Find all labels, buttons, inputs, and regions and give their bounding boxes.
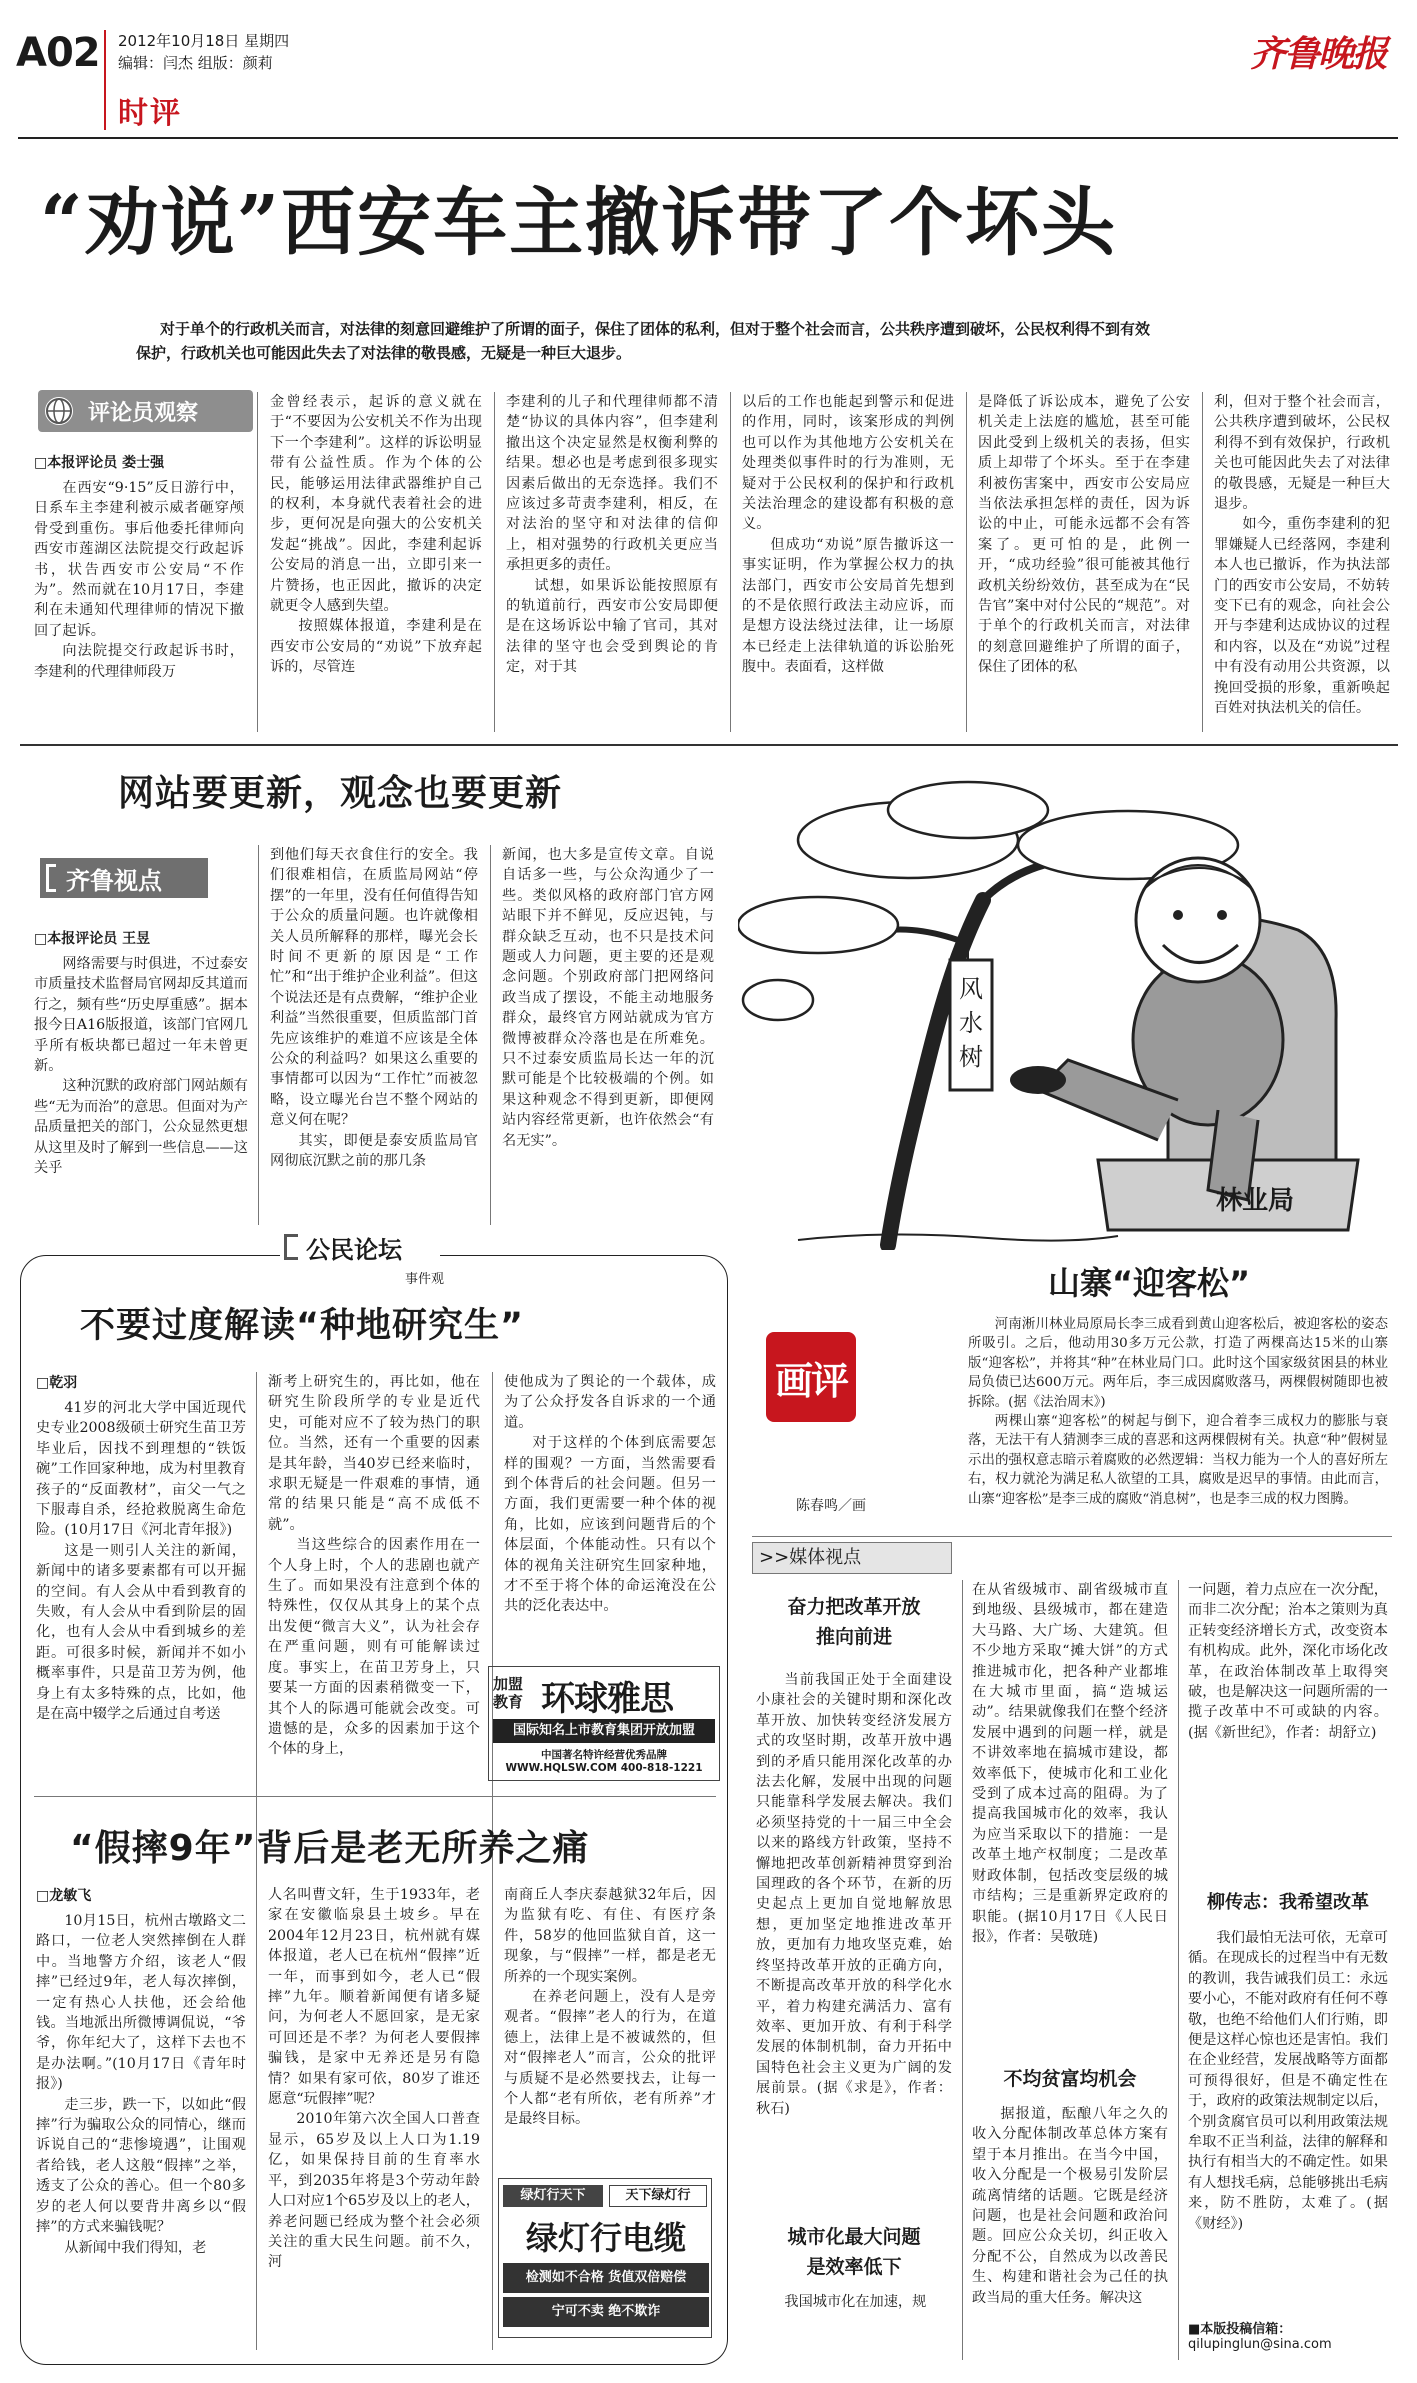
page-editors: 编辑：闫杰 组版：颜莉 [118, 54, 273, 72]
cartoon-title: 山寨“迎客松” [1048, 1264, 1251, 1302]
paragraph: 2010年第六次全国人口普查显示，65岁及以上人口为1.19亿，如果保持目前的生育率水平，到2035年将是3个劳动年龄人口对应1个65岁及以上的老人，养老问题已经成为整个社会必须关注的重大民生问题。前不久，河 [268, 2111, 480, 2271]
page-number: A02 [16, 30, 100, 76]
forum-a2-col-3 [504, 1885, 716, 2175]
column-rule [257, 392, 258, 732]
section-name: 时评 [118, 96, 182, 131]
column-rule [490, 845, 491, 1225]
forum-tag [280, 1230, 440, 1264]
media-m3-headline: 不均贫富均机会 [1003, 2068, 1137, 2090]
masthead-divider [104, 30, 106, 130]
column-rule [258, 845, 259, 1225]
paragraph: 当这些综合的因素作用在一个人身上时，个人的悲剧也就产生了。而如果没有注意到个体的特殊性，仅仅从其身上的某个点出发便“微言大义”，认为社会存在严重问题，则有可能解读过度。事实上，在苗卫芳身上，只要某一方面的因素稍微变一下，其个人的际遇可能就会改变。可遗憾的是，众多的因素加于这个个体的身上， [268, 1537, 480, 1758]
lead-col-1 [34, 452, 244, 742]
media-col-2 [972, 1580, 1168, 2040]
column-rule [966, 392, 967, 732]
ad-cable-slogan-1: 检测如不合格 货值双倍赔偿 [503, 2263, 709, 2293]
paragraph: 使他成为了舆论的一个载体，成为了公众抒发各自诉求的一个通道。 [504, 1374, 716, 1431]
paragraph: 河南淅川林业局原局长李三成看到黄山迎客松后，被迎客松的姿态所吸引。之后，他动用30多万元公款，打造了两棵高达15米的山寨版“迎客松”，并将其“种”在林业局门口。此时这个国家级贫困县的林业局负债已达600万元。两年后，李三成因腐败落马，两棵假树随即也被拆除。(据《法治周末》) [968, 1317, 1388, 1410]
column-tag-qilu [40, 858, 208, 898]
paper-logo: 齐鲁晚报 [1250, 33, 1387, 75]
paragraph: 按照媒体报道，李建利是在西安市公安局的“劝说”下放弃起诉的，尽管连 [270, 618, 482, 676]
media-col-1 [756, 1670, 952, 2220]
media-m4-headline: 柳传志：我希望改革 [1207, 1892, 1369, 1913]
lead-col-2 [270, 392, 482, 732]
forum-tag-sub: 事件观 [405, 1272, 445, 1287]
media-tag: >>媒体视点 [752, 1542, 952, 1574]
web-byline: □本报评论员 王昱 [34, 931, 151, 947]
bracket-icon [46, 864, 56, 892]
paragraph: 在养老问题上，没有人是旁观者。“假摔”老人的行为，在道德上，法律上是不被诚然的，但对“假摔老人”而言，公众的批评与质疑不是必然要找去，让每一个人都“老有所依，老有所养”才是最终目标。 [504, 1989, 716, 2128]
paragraph: 一问题，着力点应在一次分配，而非二次分配；治本之策则为真正转变经济增长方式，改变资本有机构成。此外，深化市场化改革，在政治体制改革上取得突破，也是解决这一问题所需的一揽子改革中不可或缺的内容。(据《新世纪》，作者：胡舒立) [1188, 1582, 1388, 1741]
section-rule [752, 1536, 1392, 1537]
lead-deck-2: 保护，行政机关也可能因此失去了对法律的敬畏感，无疑是一种巨大退步。 [136, 344, 632, 362]
ad-cable-brand: 绿灯行电缆 [525, 2219, 686, 2257]
lead-col-3 [506, 392, 718, 732]
column-rule [492, 1885, 493, 2350]
paragraph: 李建利的儿子和代理律师都不清楚“协议的具体内容”，但李建利撤出这个决定显然是权衡利弊的结果。想必也是考虑到很多现实因素后做出的无奈选择。我们不应该过多苛责李建利，相反，在对法治的坚守和对法律的信仰上，相对强势的行政机关更应当承担更多的责任。 [506, 394, 718, 574]
paragraph: 试想，如果诉讼能按照原有的轨道前行，西安市公安局即便是在这场诉讼中输了官司，其对法律的坚守也会受到舆论的肯定，对于其 [506, 577, 718, 676]
ad-brand: 环球雅思 [541, 1679, 673, 1719]
masthead-rule [18, 137, 1398, 139]
paragraph: 新闻，也大多是宣传文章。自说自话多一些，与公众沟通少了一些。类似风格的政府部门官方网站眼下并不鲜见，反应迟钝，与群众缺乏互动，也不只是技术问题或人力问题，更主要的还是观念问题。个别政府部门把网络问政当成了摆设，不能主动地服务群众，最终官方网站就成为官方微博被群众冷落也是在所难免。只不过泰安质监局长达一年的沉默可能是个比较极端的个例。如果这种观念不得到更新，即便网站内容经常更新，也许依然会“有名无实”。 [502, 847, 714, 1149]
web-col-3 [502, 845, 714, 1225]
paragraph: 渐考上研究生的，再比如，他在研究生阶段所学的专业是近代史，可能对应不了较为热门的职位。当然，还有一个重要的因素是其年龄，当40岁已经来临时，求职无疑是一件艰难的事情，通常的结果只能是“高不成低不就”。 [268, 1374, 480, 1533]
paragraph: 据报道，酝酿八年之久的收入分配体制改革总体方案有望于本月推出。在当今中国，收入分配是一个极易引发阶层疏离情绪的话题。它既是经济问题，也是社会问题和政治问题。回应公众关切，纠正收入分配不公，自然成为以改善民生、构建和谐社会为己任的执政当局的重大任务。解决这 [972, 2106, 1168, 2306]
lead-deck-1: 对于单个的行政机关而言，对法律的刻意回避维护了所谓的面子，保住了团体的私利，但对于整个社会而言，公共秩序遭到破坏，公民权利得不到有效 [160, 320, 1151, 338]
mailbox [1188, 2318, 1388, 2352]
paragraph: 我们最怕无法可依，无章可循。在现成长的过程当中有无数的教训，我告诫我们员工：永远要小心，不能对政府有任何不尊敬，也绝不给他们人们行贿，即便是这样心惊也还是害怕。我们在企业经营，发展战略等方面都可预得很好，但是不确定性在于，政府的政策法规制定以后，个别贪腐官员可以利用政策法规牟取不正当利益，法律的解释和执行有相当大的不确定性。如果有人想找毛病，总能够挑出毛病来，防不胜防，太难了。(据《财经》) [1188, 1930, 1388, 2232]
column-tag-label: 齐鲁视点 [66, 866, 162, 895]
paragraph: 当前我国正处于全面建设小康社会的关键时期和深化改革开放、加快转变经济发展方式的攻坚时期，改革开放中遇到的矛盾只能用深化改革的办法去化解，发展中出现的问题只能靠科学发展去解决。我们必须坚持党的十一届三中全会以来的路线方针政策，坚持不懈地把改革创新精神贯穿到治国理政的各个环节，在新的历史起点上更加自觉地解放思想，更加坚定地推进改革开放，更加有力地攻坚克难，始终坚持改革开放的正确方向，不断提高改革开放的科学化水平，着力构建充满活力、富有效率、更加开放、有利于科学发展的体制机制，奋力开拓中国特色社会主义更为广阔的发展前景。(据《求是》，作者：秋石) [756, 1672, 952, 2117]
web-col-2 [270, 845, 478, 1225]
bracket-icon [284, 1234, 298, 1260]
ad-slogan: 国际知名上市教育集团开放加盟 [493, 1719, 715, 1743]
web-headline: 网站要更新，观念也要更新 [118, 773, 563, 814]
ad-cable[interactable] [498, 2178, 712, 2338]
paragraph: 两棵山寨“迎客松”的树起与倒下，迎合着李三成权力的膨胀与衰落，无法干有人猜测李三成的喜恶和这两棵假树有关。执意“种”假树显示出的强权意志暗示着腐败的必然逻辑：当权力能为一个人的喜好所左右，权力就沦为满足私人欲望的工具，腐败是迟早的事情。由此而言，山寨“迎客松”是李三成的腐败“消息树”，也是李三成的权力图腾。 [968, 1414, 1388, 1507]
paragraph: 南商丘人李庆泰越狱32年后，因为监狱有吃、有住、有医疗条件，58岁的他回监狱自首，这一现象，与“假摔”一样，都是老无所养的一个现实案例。 [504, 1887, 716, 1985]
ad-url: 中国著名特许经营优秀品牌 WWW.HQLSW.COM 400-818-1221 [505, 1749, 703, 1774]
cartoon-stamp [766, 1332, 856, 1422]
ad-cable-slogan-2: 宁可不卖 绝不欺诈 [503, 2297, 709, 2327]
paragraph: 网络需要与时俱进，不过泰安市质量技术监督局官网却反其道而行之，频有些“历史厚重感”。据本报今日A16版报道，该部门官网几乎所有板块都已超过一年未曾更新。 [34, 956, 248, 1075]
lead-headline: “劝说”西安车主撤诉带了个坏头 [40, 180, 1118, 266]
section-rule [20, 744, 1398, 746]
paragraph: 是降低了诉讼成本，避免了公安机关走上法庭的尴尬，甚至可能因此受到上级机关的表扬，但实质上却带了个坏头。至于在李建利被伤害案中，西安市公安局应当依法承担怎样的责任，因为诉讼的中止，可能永远都不会有答案了。更可怕的是，此例一开，“成功经验”很可能被其他行政机关纷纷效仿，甚至成为在“民告官”案中对付公民的“规范”。对于单个的行政机关而言，对法律的刻意回避维护了所谓的面子，保住了团体的私 [978, 394, 1190, 676]
media-col-3b [1188, 1928, 1388, 2314]
page-date: 2012年10月18日 星期四 [118, 32, 290, 50]
forum-a1-headline: 不要过度解读“种地研究生” [80, 1306, 525, 1346]
ad-tag-2: 教育 [493, 1693, 524, 1711]
paragraph: 人名叫曹文轩，生于1933年，老家在安徽临泉县土坡乡。早在2004年12月23日，杭州就有媒体报道，老人已在杭州“假摔”近一年，而事到如今，老人已“假摔”九年。顺着新闻便有诸多疑问，为何老人不愿回家，是无家可回还是不孝？为何老人要假摔骗钱，是家中无养还是另有隐情？如果有家可依，80岁了谁还愿意“玩假摔”呢？ [268, 1887, 480, 2108]
column-rule [1202, 392, 1203, 732]
paragraph: 在从省级城市、副省级城市直到地级、县级城市，都在建造大马路、大广场、大建筑。但不少地方采取“摊大饼”的方式推进城市化，把各种产业都堆在大城市里面，搞“造城运动”。结果就像我们在整个经济发展中遇到的问题一样，就是不讲效率地在搞城市建设，都效率低下，使城市化和工业化受到了成本过高的阻碍。为了提高我国城市化的效率，我认为应当采取以下的措施：一是改革土地产权制度；二是改革财政体制，包括改变层级的城市结构；三是重新界定政府的职能。(据10月17日《人民日报》，作者：吴敬琏) [972, 1582, 1168, 1945]
paragraph: 10月15日，杭州古墩路文二路口，一位老人突然摔倒在人群中。当地警方介绍，该老人“假摔”已经过9年，老人每次摔倒，一定有热心人扶他，还会给他钱。当地派出所微博调侃说，“爷爷，你年纪大了，这样下去也不是办法啊。”(10月17日《青年时报》) [36, 1913, 246, 2093]
cartoon-commentary [968, 1315, 1388, 1525]
media-m2-headline [756, 2222, 952, 2282]
forum-a2-byline: □龙敏飞 [36, 1888, 92, 1904]
paragraph: 41岁的河北大学中国近现代史专业2008级硕士研究生苗卫芳毕业后，因找不到理想的“铁饭碗”工作回家种地，成为村里教育孩子的“反面教材”，亩父一气之下服毒自杀，经抢救脱离生命危险。(10月17日《河北青年报》) [36, 1400, 246, 1539]
ad-tag-1: 加盟 [493, 1675, 524, 1693]
ad-ielts[interactable] [488, 1666, 720, 1781]
paragraph: 走三步，跌一下，以如此“假摔”行为骗取公众的同情心，继而诉说自己的“悲惨境遇”，让围观者给钱，老人这般“假摔”之举，透支了公众的善心。但一个80多岁的老人何以要背井离乡以“假摔”的方式来骗钱呢？ [36, 2096, 246, 2236]
paragraph: 我国城市化在加速，规 [784, 2294, 927, 2310]
media-col-2b [972, 2104, 1168, 2354]
column-rule [256, 1885, 257, 2350]
forum-a1-col-3 [504, 1372, 716, 1662]
forum-a2-col-2 [268, 1885, 480, 2350]
paragraph: 对于这样的个体到底需要怎样的围观？一方面，当然需要看到个体背后的社会问题。但另一方面，我们更需要一种个体的视角，比如，应该到问题背后的个体层面，个体能动性。只有以个体的视角关注研究生回家种地，才不至于将个体的命运淹没在公共的泛化表达中。 [504, 1435, 716, 1615]
forum-tag-label: 公民论坛 [306, 1235, 402, 1264]
paragraph: 金曾经表示，起诉的意义就在于“不要因为公安机关不作为出现下一个李建利”。这样的诉讼明显带有公益性质。作为个体的公民，能够运用法律武器维护自己的权利，本身就代表着社会的进步，更何况是向强大的公安机关发起“挑战”。因此，李建利起诉公安局的消息一出，立即引来一片赞扬，也正因此，撤诉的决定就更令人感到失望。 [270, 394, 482, 615]
lead-col-6 [1214, 392, 1390, 732]
column-tag-label: 评论员观察 [88, 400, 199, 426]
ad-cable-tab-2: 天下绿灯行 [609, 2185, 707, 2207]
media-m1-headline [756, 1592, 952, 1652]
headline-line: 是效率低下 [806, 2256, 902, 2278]
column-rule [730, 392, 731, 732]
ad-tag [493, 1675, 539, 1711]
cartoon-stamp-text: 画评 [774, 1357, 847, 1403]
ad-cable-tab-1: 绿灯行天下 [503, 2185, 603, 2207]
headline-line: 奋力把改革开放 [787, 1596, 921, 1618]
cartoon-illustration [738, 760, 1378, 1250]
paragraph: 向法院提交行政起诉书时，李建利的代理律师段万 [34, 643, 244, 680]
paragraph: 其实，即便是泰安质监局官网彻底沉默之前的那几条 [270, 1132, 478, 1170]
paragraph: 利，但对于整个社会而言，公共秩序遭到破坏，公民权利得不到有效保护，行政机关也可能因此失去了对法律的敬畏感，无疑是一种巨大退步。 [1214, 394, 1390, 513]
mailbox-label: ■本版投稿信箱： [1188, 2322, 1292, 2337]
paragraph: 以后的工作也能起到警示和促进的作用，同时，该案形成的判例也可以作为其他地方公安机关在处理类似事件时的行为准则，无疑对于公民权利的保护和行政机关法治理念的建设都有积极的意义。 [742, 394, 954, 533]
column-rule [1178, 1580, 1179, 2360]
headline-line: 推向前进 [815, 1626, 892, 1648]
lead-byline: □本报评论员 娄士强 [34, 455, 165, 471]
lead-col-4 [742, 392, 954, 732]
globe-icon [42, 394, 76, 428]
lead-col-5 [978, 392, 1190, 732]
column-rule [962, 1580, 963, 2360]
column-tag-commentator [38, 390, 253, 432]
forum-a2-headline: “假摔9年”背后是老无所养之痛 [70, 1828, 590, 1869]
paragraph: 这种沉默的政府部门网站颇有些“无为而治”的意思。但面对为产品质量把关的部门，公众显然更想从这里及时了解到一些信息——这关乎 [34, 1078, 248, 1177]
cartoon-seat-label: 林业局 [1216, 1186, 1295, 1216]
mailbox-email[interactable]: qilupinglun@sina.com [1188, 2337, 1332, 2352]
media-col-3 [1188, 1580, 1388, 1880]
paragraph: 到他们每天衣食住行的安全。我们很难相信，在质监局网站“停摆”的一年里，没有任何值得告知于公众的质量问题。也许就像相关人员所解释的那样，曝光会长时间不更新的原因是“工作忙”和“出于维护企业利益”。但这个说法还是有点费解，“维护企业利益”当然很重要，但质监部门首先应该维护的难道不应该是全体公众的利益吗？如果这么重要的事情都可以因为“工作忙”而被忽略，设立曝光台岂不整个网站的意义何在呢？ [270, 847, 478, 1129]
headline-line: 城市化最大问题 [787, 2226, 921, 2248]
forum-a1-byline: □乾羽 [36, 1375, 78, 1391]
cartoon-credit: 陈春鸣／画 [796, 1498, 866, 1514]
paragraph: 这是一则引人关注的新闻，新闻中的诸多要素都有可以开掘的空间。有人会从中看到教育的失败，有人会从中看到阶层的固化，也有人会从中看到城乡的差距。可很多时候，新闻并不如小概率事件，只是苗卫芳为例，他身上有太多特殊的点，比如，他是在高中辍学之后通过自考送 [36, 1542, 246, 1723]
media-col-1b [756, 2292, 952, 2352]
paragraph: 在西安“9·15”反日游行中，日系车主李建利被示威者砸穿颅骨受到重伤。事后他委托律师向西安市莲湖区法院提交行政起诉书，状告西安市公安局“不作为”。然而就在10月17日，李建利在未通知代理律师的情况下撤回了起诉。 [34, 480, 244, 639]
forum-divider [34, 1796, 716, 1797]
forum-a2-col-1 [36, 1885, 246, 2350]
cartoon-sign-text: 风水树 [959, 975, 983, 1071]
column-rule [494, 392, 495, 732]
paragraph: 如今，重伤李建利的犯罪嫌疑人已经落网，李建利本人也已撤诉，作为执法部门的西安市公安局，不妨转变下已有的观念，向社会公开与李建利达成协议的过程和内容，以及在“劝说”过程中有没有动用公共资源，以挽回受损的形象，重新唤起百姓对执法机关的信任。 [1214, 516, 1390, 717]
paragraph: 从新闻中我们得知，老 [64, 2239, 207, 2256]
paragraph: 但成功“劝说”原告撤诉这一事实证明，作为掌握公权力的执法部门，西安市公安局首先想到的不是依照行政法主动应诉，而是想方设法绕过法律，让一场原本已经走上法律轨道的诉讼胎死腹中。表面看，这样做 [742, 536, 954, 676]
web-col-1 [34, 928, 248, 1226]
